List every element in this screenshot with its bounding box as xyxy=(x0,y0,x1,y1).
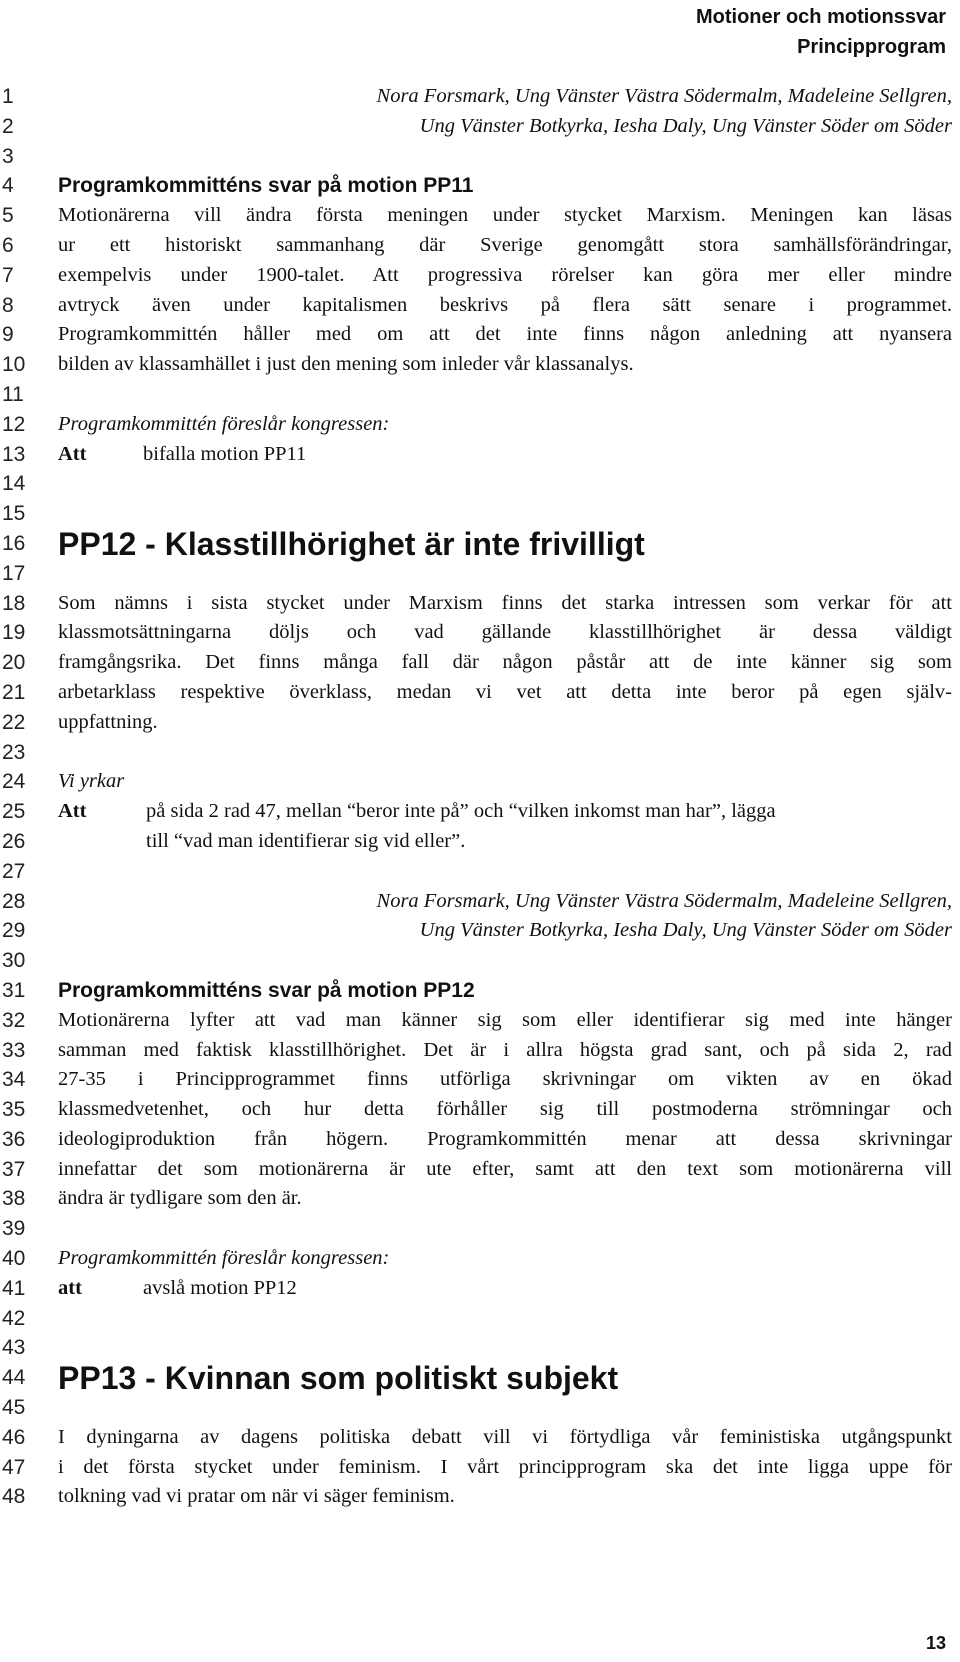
proposal-intro: Programkommittén föreslår kongressen: xyxy=(58,412,390,435)
line-number: 22 xyxy=(2,710,26,734)
line-number: 24 xyxy=(2,770,26,794)
line-number: 29 xyxy=(2,919,26,943)
line-number: 46 xyxy=(2,1425,26,1449)
att-clause-continued xyxy=(58,827,952,857)
line-number: 1 xyxy=(2,85,14,108)
line-number: 39 xyxy=(2,1217,26,1241)
att-clause xyxy=(58,440,952,470)
paragraph-line: samman med faktisk klasstillhörighet. Det är i allra högsta grad sant, och på sida 2, rad xyxy=(58,1038,952,1061)
line-number: 3 xyxy=(2,144,14,168)
line-number-column xyxy=(2,82,44,1512)
paragraph-line: bilden av klassamhället i just den mening som inleder vår klassanalys. xyxy=(58,353,634,376)
header-document-title: Principprogram xyxy=(797,36,946,58)
line-number: 20 xyxy=(2,651,26,675)
paragraph-line: innefattar det som motionärerna är ute efter, samt att den text som motionärerna vill xyxy=(58,1157,952,1180)
motion-title: PP13 - Kvinnan som politiskt subjekt xyxy=(58,1360,619,1397)
signature-line: Ung Vänster Botkyrka, Iesha Daly, Ung Vänster Söder om Söder xyxy=(419,114,952,137)
line-number: 33 xyxy=(2,1038,26,1062)
response-heading: Programkommitténs svar på motion PP11 xyxy=(58,174,474,198)
paragraph-line: ideologiproduktion från högern. Programkommittén menar att dessa skrivningar xyxy=(58,1127,952,1150)
line-number: 34 xyxy=(2,1068,26,1092)
line-number: 42 xyxy=(2,1306,26,1330)
paragraph-line: Motionärerna lyfter att vad man känner sig som eller identifierar sig med inte hänger xyxy=(58,1008,952,1031)
line-number: 47 xyxy=(2,1455,26,1479)
line-number: 25 xyxy=(2,800,26,824)
line-number: 16 xyxy=(2,531,26,555)
header-section-title: Motioner och motionssvar xyxy=(695,6,946,28)
line-number: 17 xyxy=(2,561,26,585)
line-number: 30 xyxy=(2,949,26,973)
paragraph-line: Som nämns i sista stycket under Marxism finns det starka intressen som verkar för att xyxy=(58,591,952,614)
line-number: 8 xyxy=(2,293,14,317)
paragraph-line: Motionärerna vill ändra första meningen under stycket Marxism. Meningen kan läsas xyxy=(58,204,952,227)
line-number: 48 xyxy=(2,1485,26,1509)
paragraph-line: uppfattning. xyxy=(58,710,158,733)
att-text: till “vad man identifierar sig vid eller”. xyxy=(146,829,466,852)
att-label: att xyxy=(58,1276,82,1299)
att-clause xyxy=(58,1274,952,1304)
line-number: 19 xyxy=(2,621,26,645)
response-heading: Programkommitténs svar på motion PP12 xyxy=(58,978,475,1002)
signature-line: Ung Vänster Botkyrka, Iesha Daly, Ung Vänster Söder om Söder xyxy=(419,919,952,942)
paragraph-line: klassmotsättningarna döljs och vad gällande klasstillhörighet är dessa väldigt xyxy=(58,621,952,644)
paragraph-line: tolkning vad vi pratar om när vi säger feminism. xyxy=(58,1485,455,1508)
att-text: avslå motion PP12 xyxy=(143,1276,297,1299)
line-number: 43 xyxy=(2,1336,26,1360)
line-number: 38 xyxy=(2,1187,26,1211)
line-number: 37 xyxy=(2,1157,26,1181)
signature-line: Nora Forsmark, Ung Vänster Västra Södermalm, Madeleine Sellgren, xyxy=(376,85,952,107)
line-number: 28 xyxy=(2,889,26,913)
paragraph-line: framgångsrika. Det finns många fall där någon påstår att de inte känner sig som xyxy=(58,651,952,674)
att-text: på sida 2 rad 47, mellan “beror inte på” och “vilken inkomst man har”, lägga xyxy=(146,800,776,823)
line-number: 45 xyxy=(2,1396,26,1420)
paragraph-line: avtryck även under kapitalismen beskrivs på flera sätt senare i programmet. xyxy=(58,293,952,316)
line-number: 41 xyxy=(2,1276,26,1300)
att-text: bifalla motion PP11 xyxy=(143,442,307,465)
line-number: 32 xyxy=(2,1008,26,1032)
line-number: 4 xyxy=(2,174,14,198)
line-number: 31 xyxy=(2,978,26,1002)
paragraph-line: i det första stycket under feminism. I vårt principprogram ska det inte ligga uppe för xyxy=(58,1455,952,1478)
paragraph-line: exempelvis under 1900-talet. Att progressiva rörelser kan göra mer eller mindre xyxy=(58,263,952,286)
line-number: 23 xyxy=(2,740,26,764)
att-clause xyxy=(58,797,952,827)
paragraph-line: Programkommittén håller med om att det inte finns någon anledning att nyansera xyxy=(58,323,952,346)
line-number: 5 xyxy=(2,204,14,228)
page-header xyxy=(696,2,946,62)
att-label: Att xyxy=(58,800,87,823)
demand-intro: Vi yrkar xyxy=(58,770,125,793)
paragraph-line: arbetarklass respektive överklass, medan vi vet att detta inte beror på egen själv- xyxy=(58,680,952,703)
line-number: 27 xyxy=(2,859,26,883)
line-number: 7 xyxy=(2,263,14,287)
line-number: 36 xyxy=(2,1127,26,1151)
line-number: 44 xyxy=(2,1366,26,1390)
proposal-intro: Programkommittén föreslår kongressen: xyxy=(58,1247,390,1270)
line-number: 40 xyxy=(2,1247,26,1271)
line-number: 14 xyxy=(2,472,26,496)
line-number: 21 xyxy=(2,680,26,704)
paragraph-line: I dyningarna av dagens politiska debatt vill vi förtydliga vår feministiska utgångspunkt xyxy=(58,1425,952,1448)
att-label: Att xyxy=(58,442,87,465)
line-number: 9 xyxy=(2,323,14,347)
line-number: 6 xyxy=(2,233,14,257)
paragraph-line: ur ett historiskt sammanhang där Sverige genomgått stora samhällsförändringar, xyxy=(58,233,952,256)
line-number: 18 xyxy=(2,591,26,615)
line-number: 26 xyxy=(2,829,26,853)
paragraph-line: klassmedvetenhet, och hur detta förhåller sig till postmoderna strömningar och xyxy=(58,1098,952,1121)
line-number: 12 xyxy=(2,412,26,436)
signature-line: Nora Forsmark, Ung Vänster Västra Södermalm, Madeleine Sellgren, xyxy=(376,889,952,912)
motion-title: PP12 - Klasstillhörighet är inte frivilligt xyxy=(58,525,645,562)
line-number: 11 xyxy=(2,382,24,406)
line-number: 10 xyxy=(2,353,26,377)
line-number: 35 xyxy=(2,1098,26,1122)
line-number: 15 xyxy=(2,502,26,526)
paragraph-line: ändra är tydligare som den är. xyxy=(58,1187,302,1210)
page-number: 13 xyxy=(925,1633,946,1653)
line-number: 2 xyxy=(2,114,14,138)
line-number: 13 xyxy=(2,442,26,466)
paragraph-line: 27-35 i Principprogrammet finns utförliga skrivningar om vikten av en ökad xyxy=(58,1068,952,1091)
document-body xyxy=(58,82,952,1512)
